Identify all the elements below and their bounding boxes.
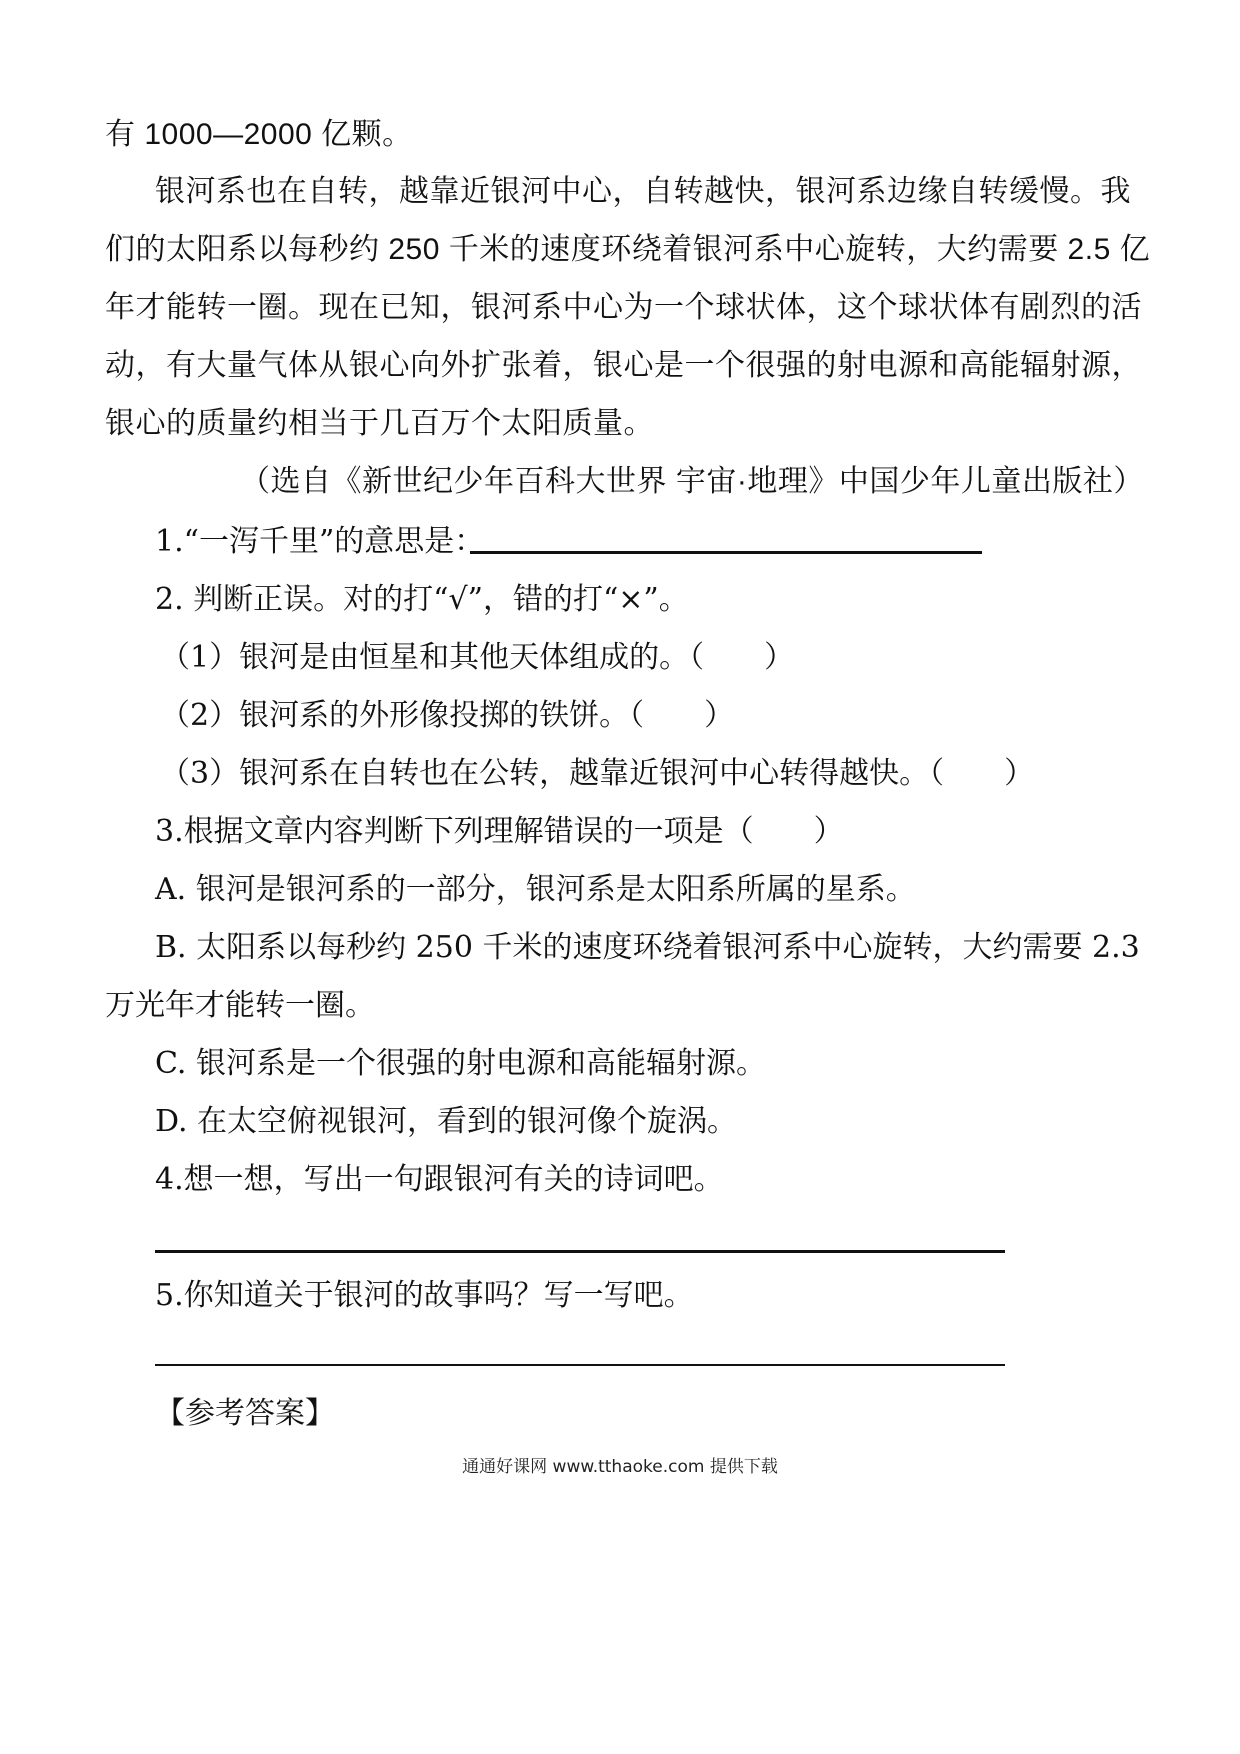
question-3-option-b-line-1: B. 太阳系以每秒约 250 千米的速度环绕着银河系中心旋转，大约需要 2.3 xyxy=(155,930,1140,965)
passage-line-2: 银河系也在自转，越靠近银河中心，自转越快，银河系边缘自转缓慢。我 xyxy=(155,175,1131,208)
answers-heading: 【参考答案】 xyxy=(155,1396,335,1431)
question-3-option-b-line-2: 万光年才能转一圈。 xyxy=(105,988,375,1023)
page-footer: 通通好课网 www.tthaoke.com 提供下载 xyxy=(462,1457,778,1477)
question-3-option-a: A. 银河是银河系的一部分，银河系是太阳系所属的星系。 xyxy=(155,872,916,907)
question-3-option-d: D. 在太空俯视银河，看到的银河像个旋涡。 xyxy=(155,1104,738,1139)
passage-line-1: 有 1000—2000 亿颗。 xyxy=(105,118,413,151)
answer-line-q1 xyxy=(470,551,982,554)
passage-line-5: 动，有大量气体从银心向外扩张着，银心是一个很强的射电源和高能辐射源， xyxy=(105,349,1142,382)
question-3: 3.根据文章内容判断下列理解错误的一项是（ ） xyxy=(155,814,844,849)
question-3-option-c: C. 银河系是一个很强的射电源和高能辐射源。 xyxy=(155,1046,766,1081)
answer-line-q5 xyxy=(155,1364,1005,1366)
passage-line-6: 银心的质量约相当于几百万个太阳质量。 xyxy=(105,407,654,440)
question-2-item-2: （2）银河系的外形像投掷的铁饼。（ ） xyxy=(160,698,735,733)
question-4: 4.想一想，写出一句跟银河有关的诗词吧。 xyxy=(155,1162,724,1197)
question-2: 2. 判断正误。对的打“√”，错的打“×”。 xyxy=(155,582,689,617)
answer-line-q4 xyxy=(155,1250,1005,1253)
question-5: 5.你知道关于银河的故事吗？写一写吧。 xyxy=(155,1278,694,1313)
question-1: 1.“一泻千里”的意思是： xyxy=(155,524,485,559)
question-2-item-3: （3）银河系在自转也在公转，越靠近银河中心转得越快。（ ） xyxy=(160,756,1035,791)
passage-line-3: 们的太阳系以每秒约 250 千米的速度环绕着银河系中心旋转，大约需要 2.5 亿 xyxy=(105,233,1151,266)
passage-source: （选自《新世纪少年百科大世界 宇宙·地理》中国少年儿童出版社） xyxy=(240,465,1144,498)
question-2-item-1: （1）银河是由恒星和其他天体组成的。（ ） xyxy=(160,640,795,675)
passage-line-4: 年才能转一圈。现在已知，银河系中心为一个球状体，这个球状体有剧烈的活 xyxy=(105,291,1142,324)
